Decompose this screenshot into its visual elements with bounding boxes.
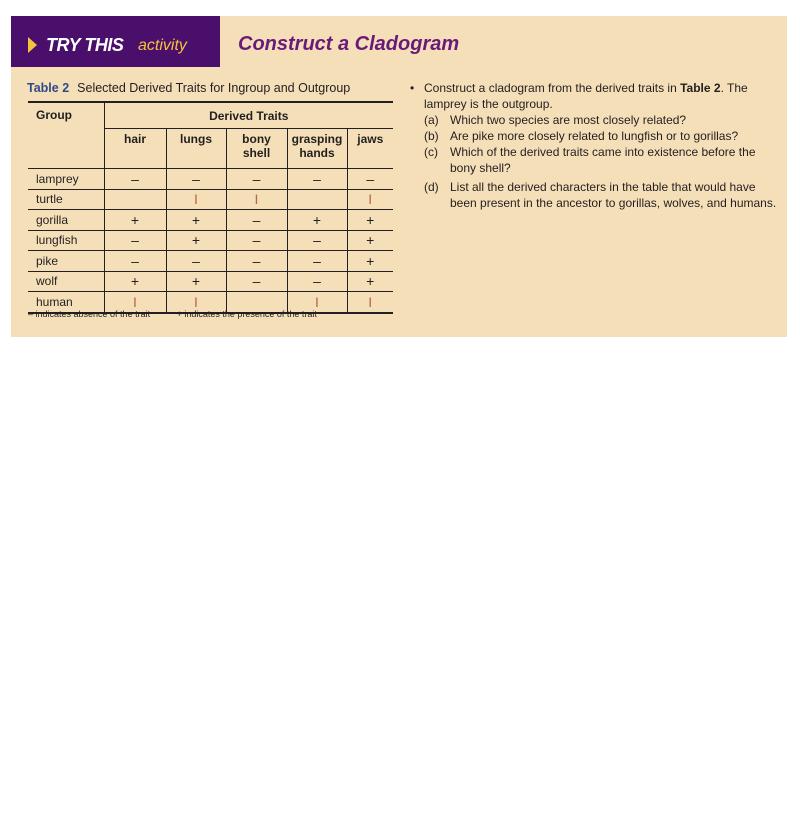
trait-cell: I [166,189,226,210]
activity-title: Construct a Cladogram [238,33,460,55]
trait-cell: + [287,210,347,231]
trait-cell: + [166,271,226,292]
group-name-cell: lungfish [28,230,104,251]
trait-header-jaws: jaws [347,129,393,169]
table-row [28,230,393,251]
table-number: Table 2 [27,81,70,95]
trait-header-hair: hair [104,129,166,169]
trait-cell: – [347,169,393,190]
group-name-cell: human [28,292,104,313]
trait-cell: + [104,271,166,292]
group-name-cell: gorilla [28,210,104,231]
question-a: (a) Which two species are most closely related? [424,113,687,127]
trait-cell: – [104,251,166,272]
trait-cell: + [166,210,226,231]
trait-cell: – [166,169,226,190]
group-column-header: Group [28,102,104,169]
question-b: (b) Are pike more closely related to lungfish or to gorillas? [424,129,739,143]
trait-cell: I [226,189,287,210]
footnote-absence: – indicates absence of the trait [28,309,151,319]
trait-cell: – [226,271,287,292]
trait-cell: – [226,230,287,251]
derived-traits-table [28,101,393,314]
trait-header-grasping-hands: grasping hands [287,129,347,169]
trait-cell: – [166,251,226,272]
trait-cell: + [347,230,393,251]
trait-header-lungs: lungs [166,129,226,169]
trait-cell: + [104,210,166,231]
trait-header-bony-shell: bony shell [226,129,287,169]
trait-cell: I [347,189,393,210]
trait-cell: + [347,251,393,272]
group-name-cell: lamprey [28,169,104,190]
trait-cell: – [104,230,166,251]
question-c: (c) Which of the derived traits came into existence before the bony shell? [424,145,756,175]
try-this-banner [11,16,220,67]
trait-cell: I [347,292,393,313]
trait-cell: – [226,251,287,272]
trait-cell: I [104,292,166,313]
group-name-cell: pike [28,251,104,272]
trait-cell: I [287,292,347,313]
table-caption [27,81,350,95]
trait-cell: – [287,251,347,272]
banner-activity-label: activity [138,37,187,54]
table-row [28,210,393,231]
trait-cell: + [347,271,393,292]
table-caption-text: Selected Derived Traits for Ingroup and Outgroup [77,81,351,95]
table-footnote [28,309,341,319]
group-name-cell: turtle [28,189,104,210]
table-row [28,189,393,210]
activity-panel [11,16,787,337]
trait-cell: – [287,230,347,251]
play-arrow-icon [28,37,37,53]
trait-cell: – [226,169,287,190]
derived-traits-header: Derived Traits [104,102,393,129]
table-row [28,271,393,292]
question-d: (d) List all the derived characters in the table that would have been present in the ancestor to gorillas, wolves, and humans. [424,180,777,210]
trait-cell: + [166,230,226,251]
trait-cell [287,189,347,210]
instruction-text: • Construct a cladogram from the derived traits in Table 2. The lamprey is the outgroup. [410,80,780,112]
trait-cell: – [226,210,287,231]
group-name-cell: wolf [28,271,104,292]
footnote-presence: + indicates the presence of the trait [176,309,317,319]
table-row [28,169,393,190]
trait-cell: – [287,169,347,190]
trait-cell: – [104,169,166,190]
trait-cell: I [166,292,226,313]
trait-cell [104,189,166,210]
trait-cell: – [287,271,347,292]
banner-try-this-label: TRY THIS [46,35,124,55]
trait-cell: + [347,210,393,231]
activity-questions [410,80,780,211]
table-row [28,251,393,272]
